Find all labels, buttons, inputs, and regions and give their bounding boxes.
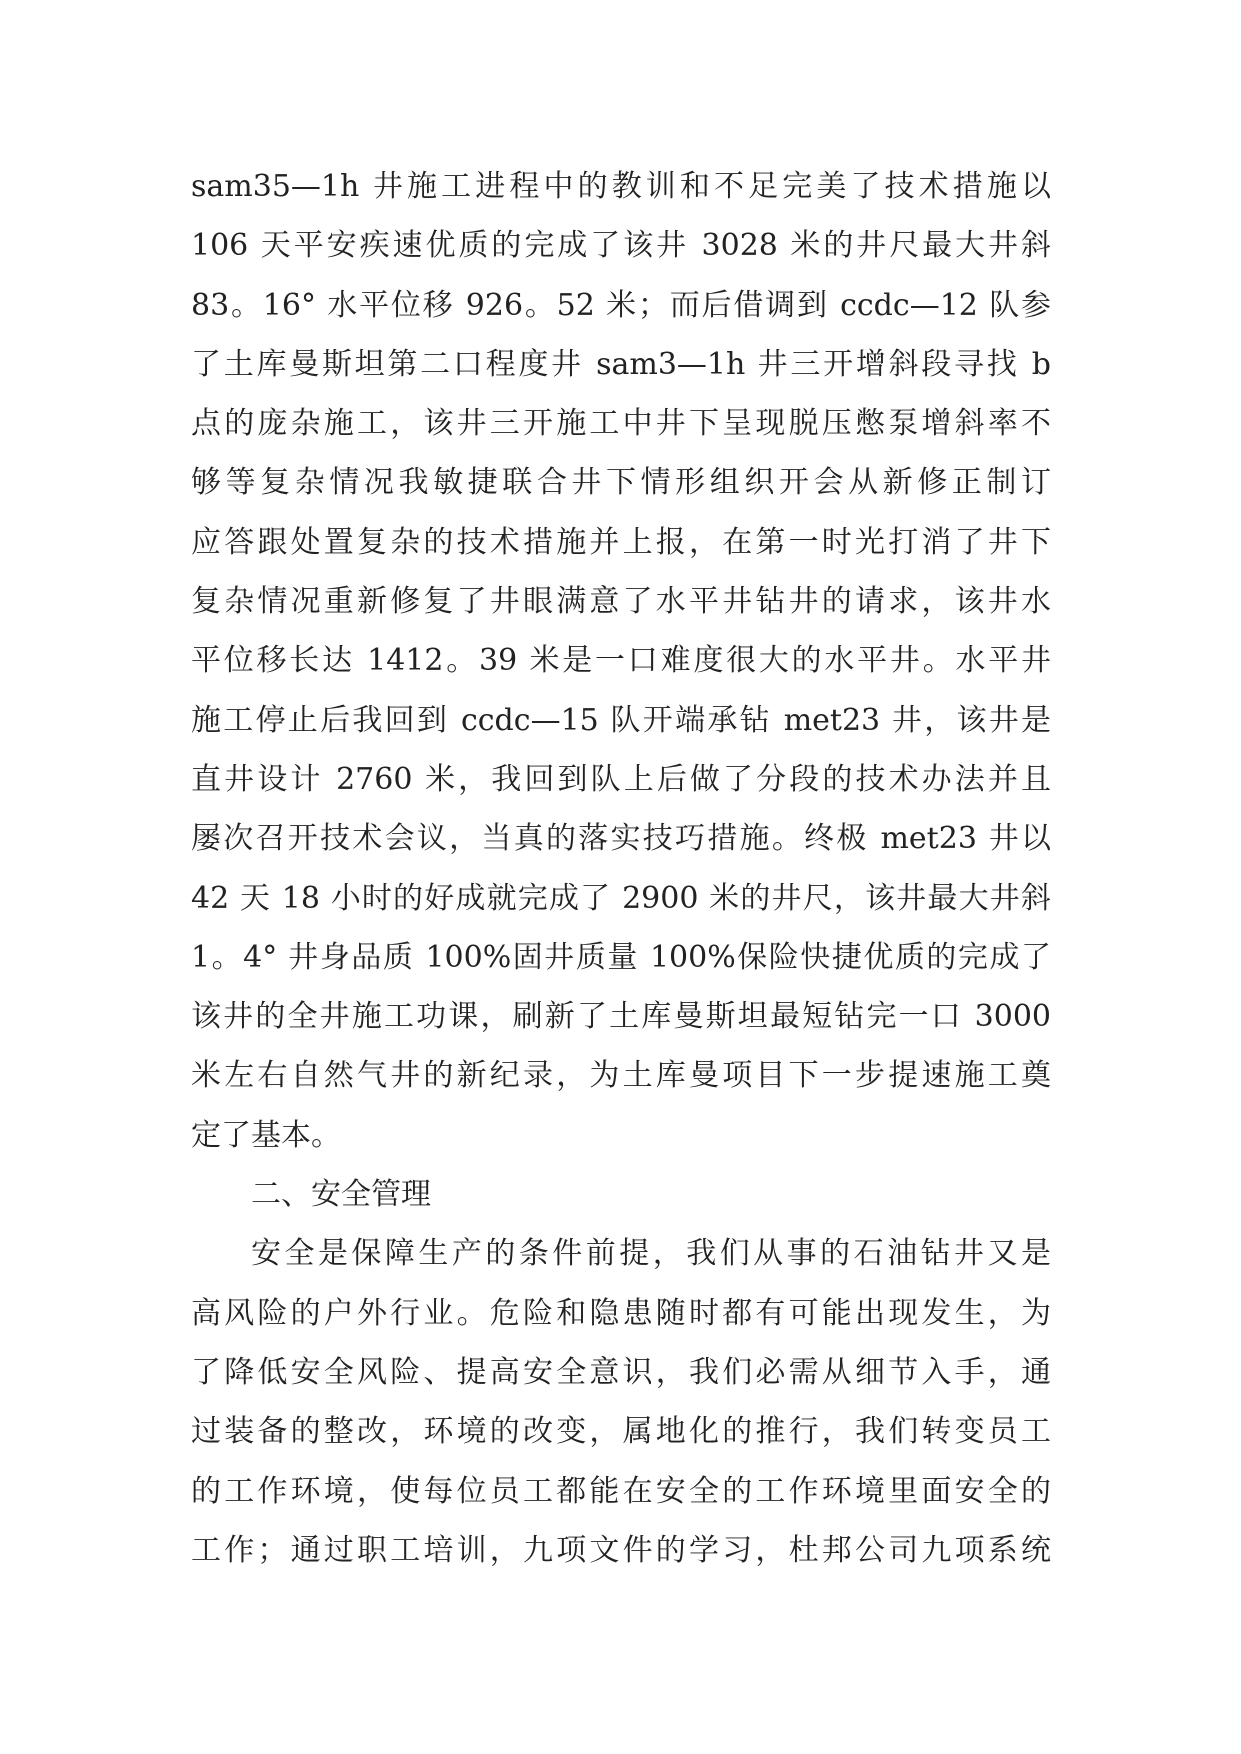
text-line: 米左右自然气井的新纪录，为土库曼项目下一步提速施工奠 — [191, 1058, 1051, 1094]
text-line: 高风险的户外行业。危险和隐患随时都有可能出现发生，为 — [191, 1295, 1051, 1331]
text-line: 的工作环境，使每位员工都能在安全的工作环境里面安全的 — [191, 1473, 1051, 1509]
text-line: 够等复杂情况我敏捷联合井下情形组织开会从新修正制订 — [191, 465, 1051, 501]
text-line: 安全是保障生产的条件前提，我们从事的石油钻井又是 — [251, 1236, 1051, 1272]
text-line: 屡次召开技术会议，当真的落实技巧措施。终极 met23 井以 — [191, 821, 1051, 857]
text-line: 工作；通过职工培训，九项文件的学习，杜邦公司九项系统 — [191, 1532, 1051, 1568]
text-line: 应答跟处置复杂的技术措施并上报，在第一时光打消了井下 — [191, 524, 1051, 560]
text-line: 42 天 18 小时的好成就完成了 2900 米的井尺，该井最大井斜 — [191, 880, 1051, 916]
text-line: 83。16° 水平位移 926。52 米；而后借调到 ccdc—12 队参 — [191, 287, 1051, 323]
text-line: 点的庞杂施工，该井三开施工中井下呈现脱压憋泵增斜率不 — [191, 406, 1051, 442]
text-line: 了降低安全风险、提高安全意识，我们必需从细节入手，通 — [191, 1354, 1051, 1390]
text-line: 106 天平安疾速优质的完成了该井 3028 米的井尺最大井斜 — [191, 228, 1051, 264]
text-line: 平位移长达 1412。39 米是一口难度很大的水平井。水平井 — [191, 643, 1051, 679]
section-heading: 二、安全管理 — [251, 1177, 431, 1213]
text-line: 该井的全井施工功课，刷新了土库曼斯坦最短钻完一口 3000 — [191, 999, 1051, 1035]
text-line: 过装备的整改，环境的改变，属地化的推行，我们转变员工 — [191, 1414, 1051, 1450]
text-line: 1。4° 井身品质 100%固井质量 100%保险快捷优质的完成了 — [191, 939, 1051, 975]
text-line: 了土库曼斯坦第二口程度井 sam3—1h 井三开增斜段寻找 b — [191, 346, 1051, 382]
text-line: sam35—1h 井施工进程中的教训和不足完美了技术措施以 — [191, 169, 1051, 204]
text-line: 直井设计 2760 米，我回到队上后做了分段的技术办法并且 — [191, 761, 1051, 797]
body-text — [191, 157, 1051, 1580]
text-line: 定了基本。 — [191, 1117, 341, 1153]
text-line: 复杂情况重新修复了井眼满意了水平井钻井的请求，该井水 — [191, 584, 1051, 620]
text-line: 施工停止后我回到 ccdc—15 队开端承钻 met23 井，该井是 — [191, 702, 1051, 738]
